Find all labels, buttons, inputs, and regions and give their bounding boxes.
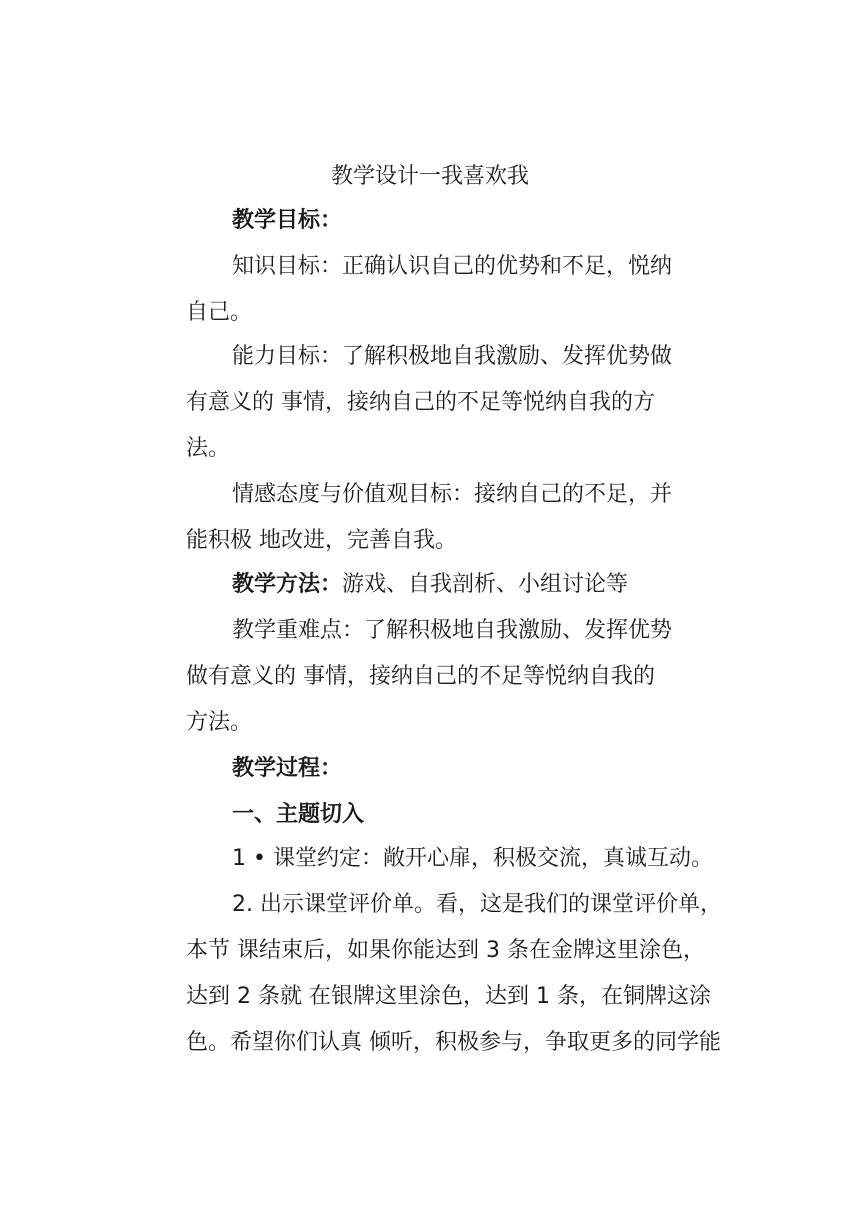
key-points-line-3: 方法。 [186, 710, 253, 735]
ability-goal-line-1: 能力目标：了解积极地自我激励、发挥优势做 [232, 344, 673, 369]
item2-line-2: 本节 课结束后，如果你能达到 3 条在金牌这里涂色， [186, 938, 705, 963]
emotion-goal-line-1: 情感态度与价值观目标：接纳自己的不足，并 [232, 482, 673, 507]
teaching-methods-text: 游戏、自我剖析、小组讨论等 [342, 572, 629, 597]
item2-line-1: 2. 出示课堂评价单。看，这是我们的课堂评价单， [232, 892, 722, 917]
section1-heading: 一、主题切入 [232, 802, 365, 827]
key-points-line-2: 做有意义的 事情，接纳自己的不足等悦纳自我的 [186, 664, 655, 689]
key-points-line-1: 教学重难点：了解积极地自我激励、发挥优势 [232, 618, 673, 643]
teaching-methods-label: 教学方法： [232, 572, 343, 597]
ability-goal-line-3: 法。 [186, 436, 231, 461]
goals-heading: 教学目标： [232, 208, 343, 233]
knowledge-goal-line-2: 自己。 [186, 300, 253, 325]
teaching-methods [232, 568, 628, 602]
item2-line-3: 达到 2 条就 在银牌这里涂色，达到 1 条，在铜牌这涂 [186, 984, 711, 1009]
document-title: 教学设计一我喜欢我 [330, 164, 529, 189]
emotion-goal-line-2: 能积极 地改进，完善自我。 [186, 528, 457, 553]
item2-line-4: 色。希望你们认真 倾听，积极参与，争取更多的同学能 [186, 1030, 721, 1055]
process-heading: 教学过程： [232, 756, 343, 781]
ability-goal-line-2: 有意义的 事情，接纳自己的不足等悦纳自我的方 [186, 390, 655, 415]
knowledge-goal-line-1: 知识目标：正确认识自己的优势和不足，悦纳 [232, 254, 673, 279]
item1-class-agreement: 1 • 课堂约定：敞开心扉，积极交流，真诚互动。 [232, 846, 713, 871]
